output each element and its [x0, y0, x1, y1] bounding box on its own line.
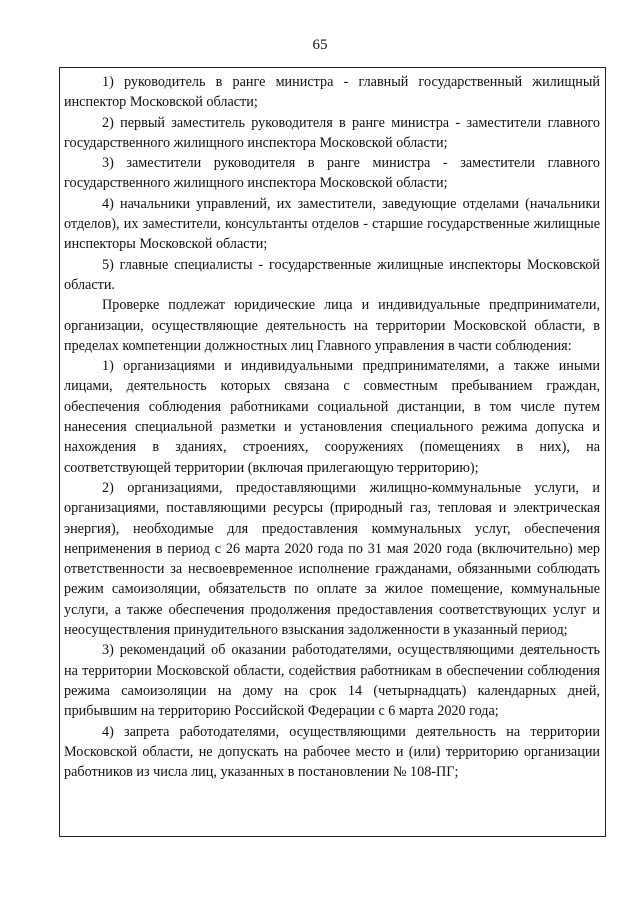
paragraph: 5) главные специалисты - государственные жилищные инспекторы Московской области. [64, 256, 600, 293]
paragraph: Проверке подлежат юридические лица и индивидуальные предприниматели, организации, осуществляющие деятельность на территории Московской области, в пределах компетенции должностных лиц Главного управления в части соблюдения: [64, 297, 600, 354]
paragraph: 3) заместители руководителя в ранге министра - заместители главного государственного жилищного инспектора Московской области; [64, 155, 600, 192]
paragraph: 2) первый заместитель руководителя в ранге министра - заместители главного государственного жилищного инспектора Московской области; [64, 114, 600, 151]
paragraph: 4) начальники управлений, их заместители, заведующие отделами (начальники отделов), их заместители, консультанты отделов - старшие государственные жилищные инспекторы Московской области; [64, 195, 600, 253]
document-body [64, 72, 600, 782]
paragraph: 1) руководитель в ранге министра - главный государственный жилищный инспектор Московской области; [64, 74, 600, 111]
paragraph: 1) организациями и индивидуальными предпринимателями, а также иными лицами, деятельность которых связана с совместным пребыванием граждан, обеспечения соблюдения работниками социальной дистанции, в том числе путем нанесения специальной разметки и установления специального режима допуска и нахождения в зданиях, строениях, сооружениях (помещениях в них), на соответствующей территории (включая прилегающую территорию); [64, 358, 600, 476]
paragraph: 2) организациями, предоставляющими жилищно-коммунальные услуги, и организациями, поставляющими ресурсы (природный газ, тепловая и электрическая энергия), необходимые для предоставления коммунальных услуг, обеспечения неприменения в период с 26 марта 2020 года по 31 мая 2020 года (включительно) мер ответственности за несвоевременное исполнение гражданами, обязанными соблюдать режим самоизоляции, обязательств по оплате за жилое помещение, коммунальные услуги, а также обеспечения продолжения предоставления соответствующих услуг и неосуществления принудительного взыскания задолженности в указанный период; [64, 479, 600, 639]
page-number: 65 [312, 37, 328, 53]
paragraph: 4) запрета работодателями, осуществляющими деятельность на территории Московской области, не допускать на рабочее место и (или) территорию организации работников из числа лиц, указанных в постановлении № 108-ПГ; [64, 723, 600, 781]
paragraph: 3) рекомендаций об оказании работодателями, осуществляющими деятельность на территории Московской области, содействия работникам в обеспечении соблюдения режима самоизоляции на дому на срок 14 (четырнадцать) календарных дней, прибывшим на территорию Российской Федерации с 6 марта 2020 года; [64, 642, 600, 720]
